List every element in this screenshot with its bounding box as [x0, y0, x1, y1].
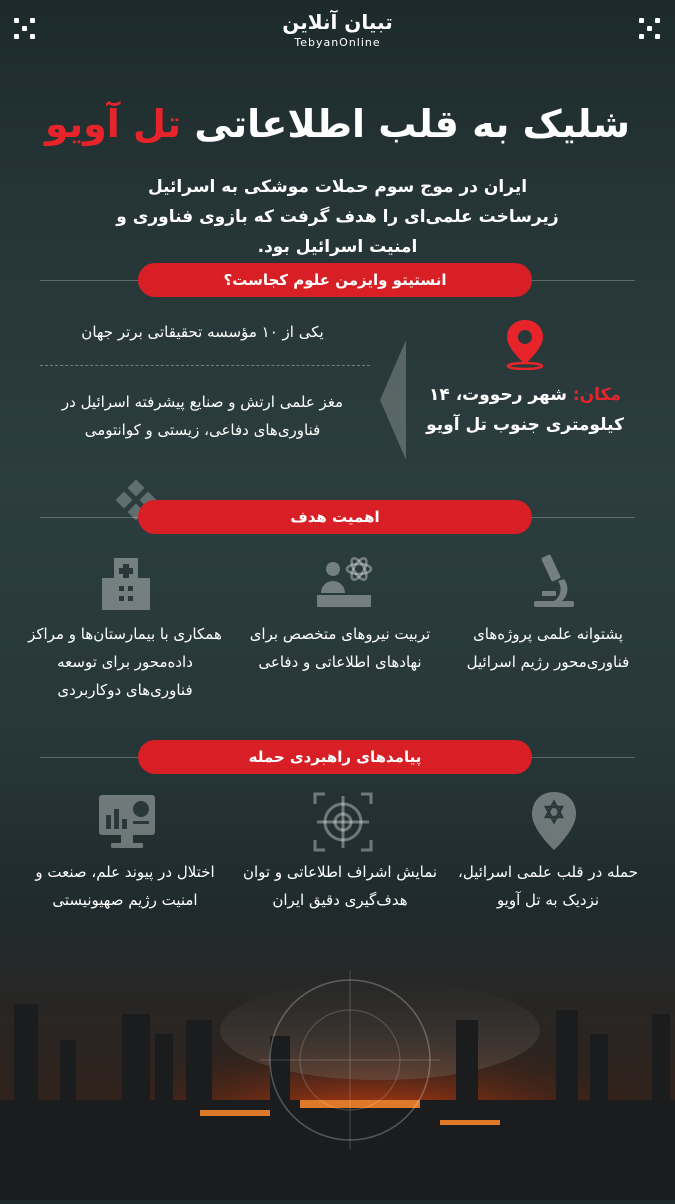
crosshair-target-icon — [313, 792, 373, 856]
star-of-david-pin-icon — [528, 790, 580, 856]
fact-top-institute: یکی از ۱۰ مؤسسه تحقیقاتی برتر جهان — [81, 323, 324, 341]
microscope-icon — [528, 553, 580, 615]
arrow-divider-icon — [378, 340, 408, 464]
consequence-item-3: اختلال در پیوند علم، صنعت و امنیت رژیم صهیونیستی — [35, 863, 215, 909]
brand-name-fa: تبیان آنلاین — [282, 10, 393, 34]
brand-logo — [0, 10, 675, 49]
section-heading-location: انستیتو وایزمن علوم کجاست؟ — [138, 263, 532, 297]
location-block — [405, 380, 645, 440]
location-pin-icon — [500, 318, 550, 374]
location-text: شهر رحووت، ۱۴ کیلومتری جنوب تل آویو — [426, 385, 624, 435]
title-highlight: تل آویو — [45, 102, 182, 146]
section-heading-importance: اهمیت هدف — [138, 500, 532, 534]
page-title — [0, 102, 675, 146]
section-heading-consequences: پیامدهای راهبردی حمله — [138, 740, 532, 774]
consequence-item-2: نمایش اشراف اطلاعاتی و توان هدف‌گیری دقیق ایران — [242, 863, 438, 909]
researcher-atom-icon — [315, 553, 375, 615]
monitor-chart-icon — [97, 793, 157, 855]
brand-name-en: TebyanOnline — [294, 36, 381, 49]
consequence-item-1: حمله در قلب علمی اسرائیل، نزدیک به تل آویو — [458, 863, 638, 909]
dashed-divider — [40, 365, 370, 366]
title-main: شلیک به قلب اطلاعاتی — [194, 102, 630, 146]
importance-item-2: تربیت نیروهای متخصص برای نهادهای اطلاعاتی و دفاعی — [249, 625, 431, 671]
burning-city-illustration — [0, 960, 675, 1200]
location-label: مکان: — [572, 385, 621, 405]
subtitle: ایران در موج سوم حملات موشکی به اسرائیل زیرساخت علمی‌ای را هدف گرفت که بازوی فناوری و امنیت اسرائیل بود. — [116, 177, 559, 257]
importance-item-1: پشتوانه علمی پروژه‌های فناوری‌محور رژیم اسرائیل — [466, 625, 630, 671]
importance-item-3: همکاری با بیمارستان‌ها و مراکز داده‌محور برای توسعه فناوری‌های دوکاربردی — [28, 625, 222, 699]
hospital-icon — [100, 556, 152, 616]
fact-scientific-brain: مغز علمی ارتش و صنایع پیشرفته اسرائیل در فناوری‌های دفاعی، زیستی و کوانتومی — [61, 393, 344, 439]
